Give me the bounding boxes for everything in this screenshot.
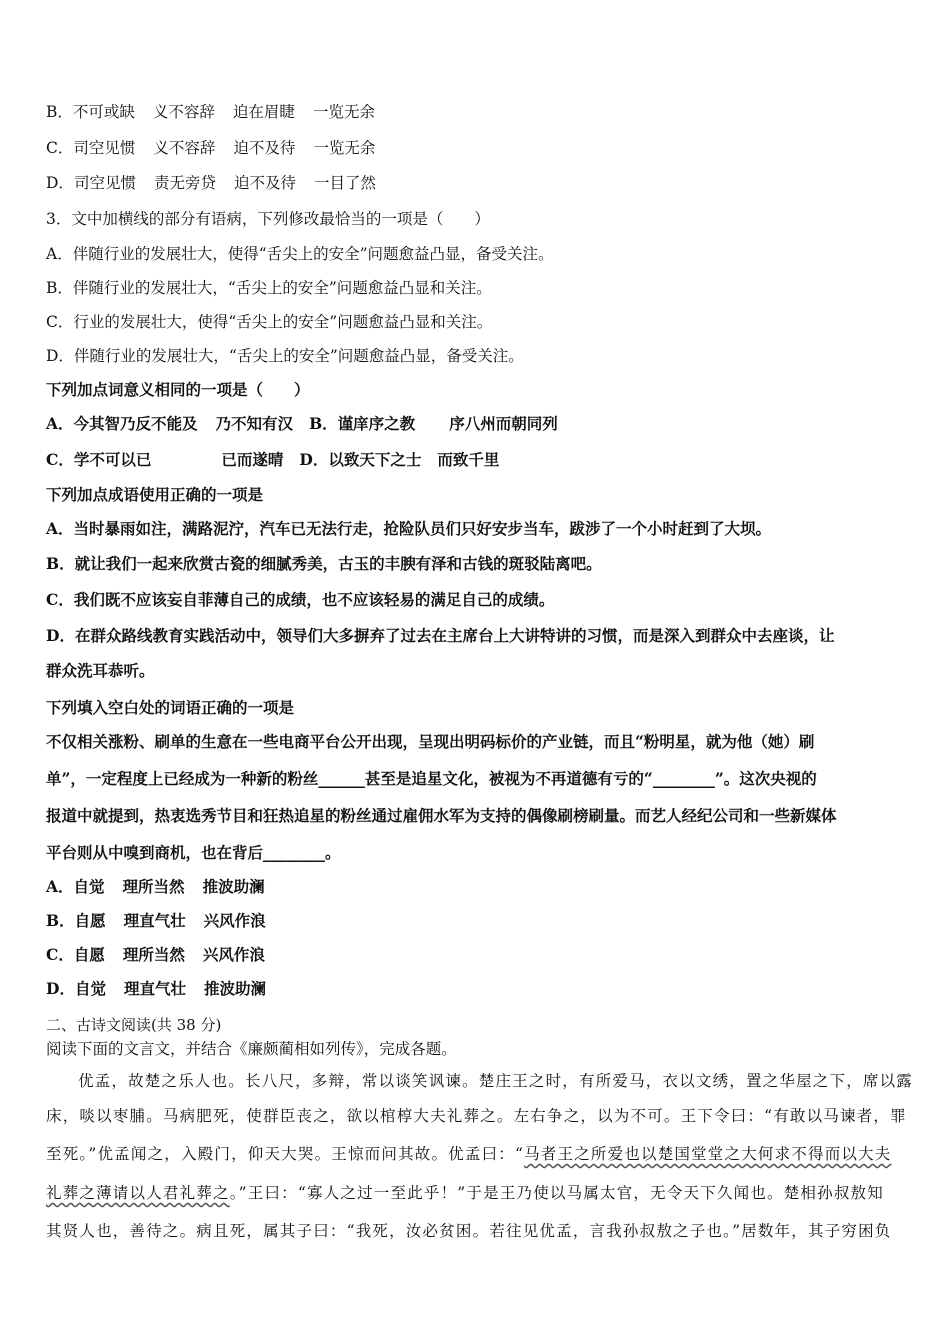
option-item: 理直气壮: [123, 979, 186, 998]
option-item: 不可或缺: [72, 103, 135, 121]
q5-option-b: B．就让我们一起来欣赏古瓷的细腻秀美，古玉的丰腴有泽和古钱的斑驳陆离吧。: [46, 554, 602, 573]
option-item: 理直气壮: [123, 911, 186, 930]
classical-line3: [46, 1144, 892, 1164]
option-item: 兴风作浪: [202, 945, 265, 964]
option-item: 自愿: [73, 945, 105, 964]
q5-option-d-line2: 群众洗耳恭听。: [46, 661, 155, 680]
option-item: 序八州而朝同列: [449, 414, 558, 433]
option-letter: B．: [46, 911, 75, 930]
option-item: 今其智乃反不能及: [73, 414, 198, 433]
option-item: 推波助澜: [202, 877, 265, 896]
q2-option-b: [46, 102, 375, 122]
q4-row-cd: [46, 450, 499, 470]
option-item: 一览无余: [312, 103, 375, 121]
q4-row-ab: [46, 414, 558, 434]
option-item: 谨庠序之教: [337, 414, 416, 433]
option-letter: C．: [46, 450, 74, 469]
q6-passage-line2: 单”，一定程度上已经成为一种新的粉丝______甚至是追星文化，被视为不再道德有亏的“________”。这次央视的: [46, 769, 817, 788]
q3-stem: 3．文中加横线的部分有语病，下列修改最恰当的一项是（ ）: [46, 210, 490, 228]
q3-option-d: D．伴随行业的发展壮大，“舌尖上的安全”问题愈益凸显，备受关注。: [46, 347, 524, 365]
option-item: 已而遂晴: [221, 450, 284, 469]
q5-option-c: C．我们既不应该妄自菲薄自己的成绩，也不应该轻易的满足自己的成绩。: [46, 590, 555, 609]
q3-option-b: B．伴随行业的发展壮大，“舌尖上的安全”问题愈益凸显和关注。: [46, 279, 492, 297]
classical-line5: 其贤人也，善待之。病且死，属其子曰：“我死，汝必贫困。若往见优孟，言我孙叔敖之子也。”居数年，其子穷困负: [46, 1222, 892, 1240]
classical-text: 。”王曰：“寡人之过一至此乎！”于是王乃使以马属太官，无令天下久闻也。楚相孙叔敖知: [229, 1184, 884, 1202]
option-item: 自觉: [74, 979, 106, 998]
option-item: 学不可以已: [73, 450, 152, 469]
q5-option-a: A．当时暴雨如注，满路泥泞，汽车已无法行走，抢险队员们只好安步当车，跋涉了一个小时赶到了大坝。: [46, 519, 772, 538]
q5-stem: 下列加点成语使用正确的一项是: [46, 485, 264, 504]
option-item: 义不容辞: [152, 103, 215, 121]
q6-stem: 下列填入空白处的词语正确的一项是: [46, 698, 295, 717]
option-letter: A．: [46, 877, 74, 896]
q6-passage-line1: 不仅相关涨粉、刷单的生意在一些电商平台公开出现，呈现出明码标价的产业链，而且“粉明星，就为他（她）刷: [46, 732, 815, 751]
option-item: 迫在眉睫: [232, 103, 295, 121]
option-item: 一览无余: [313, 139, 376, 157]
wavy-underlined-text: 马者王之所爱也以楚国堂堂之大何求不得而以大夫: [524, 1145, 892, 1163]
option-item: 理所当然: [122, 877, 185, 896]
option-letter: A．: [46, 414, 74, 433]
option-letter: D．: [46, 174, 74, 192]
option-item: 而致千里: [437, 450, 500, 469]
option-item: 理所当然: [122, 945, 185, 964]
classical-line2: 床，啖以枣脯。马病肥死，使群臣丧之，欲以棺椁大夫礼葬之。左右争之，以为不可。王下令曰：“有敢以马谏者，罪: [46, 1107, 907, 1125]
option-letter: D．: [46, 979, 75, 998]
q6-option-c: [46, 945, 265, 965]
option-item: 一目了然: [313, 174, 376, 192]
classical-line1: 优孟，故楚之乐人也。长八尺，多辩，常以谈笑讽谏。楚庄王之时，有所爱马，衣以文绣，置之华屋之下，席以露: [78, 1072, 914, 1090]
option-item: 司空见惯: [73, 174, 136, 192]
q6-passage-line3: 报道中就提到，热衷选秀节目和狂热追星的粉丝通过雇佣水军为支持的偶像刷榜刷量。而艺人经纪公司和一些新媒体: [46, 806, 837, 825]
classical-text: 至死。”优孟闻之，入殿门，仰天大哭。王惊而问其故。优孟曰：“: [46, 1145, 525, 1163]
q6-option-d: [46, 979, 266, 999]
option-item: 乃不知有汉: [215, 414, 294, 433]
option-item: 自觉: [73, 877, 105, 896]
q2-option-d: [46, 173, 376, 193]
option-item: 责无旁贷: [153, 174, 216, 192]
q4-stem: 下列加点词意义相同的一项是（ ）: [46, 380, 310, 399]
option-item: 以致天下之士: [328, 450, 422, 469]
q6-passage-line4: 平台则从中嗅到商机，也在背后________。: [46, 843, 341, 862]
option-item: 司空见惯: [73, 139, 136, 157]
q6-option-a: [46, 877, 265, 897]
section-heading: 二、古诗文阅读(共 38 分): [46, 1016, 222, 1034]
option-item: 迫不及待: [233, 139, 296, 157]
option-letter: D．: [299, 450, 329, 469]
option-letter: C．: [46, 139, 74, 157]
option-item: 推波助澜: [203, 979, 266, 998]
classical-line4: [46, 1183, 884, 1203]
q3-option-c: C．行业的发展壮大，使得“舌尖上的安全”问题愈益凸显和关注。: [46, 313, 493, 331]
q6-option-b: [46, 911, 266, 931]
option-letter: C．: [46, 945, 74, 964]
option-letter: B．: [46, 103, 73, 121]
option-item: 兴风作浪: [203, 911, 266, 930]
q3-option-a: A．伴随行业的发展壮大，使得“舌尖上的安全”问题愈益凸显，备受关注。: [46, 245, 554, 263]
q2-option-c: [46, 138, 375, 158]
option-item: 义不容辞: [153, 139, 216, 157]
q5-option-d-line1: D．在群众路线教育实践活动中，领导们大多摒弃了过去在主席台上大讲特讲的习惯，而是深入到群众中去座谈，让: [46, 626, 835, 645]
section-intro: 阅读下面的文言文，并结合《廉颇蔺相如列传》，完成各题。: [46, 1040, 457, 1058]
option-letter: B．: [309, 414, 338, 433]
option-item: 迫不及待: [233, 174, 296, 192]
wavy-underlined-text: 礼葬之薄请以人君礼葬之: [46, 1184, 230, 1202]
option-item: 自愿: [74, 911, 106, 930]
